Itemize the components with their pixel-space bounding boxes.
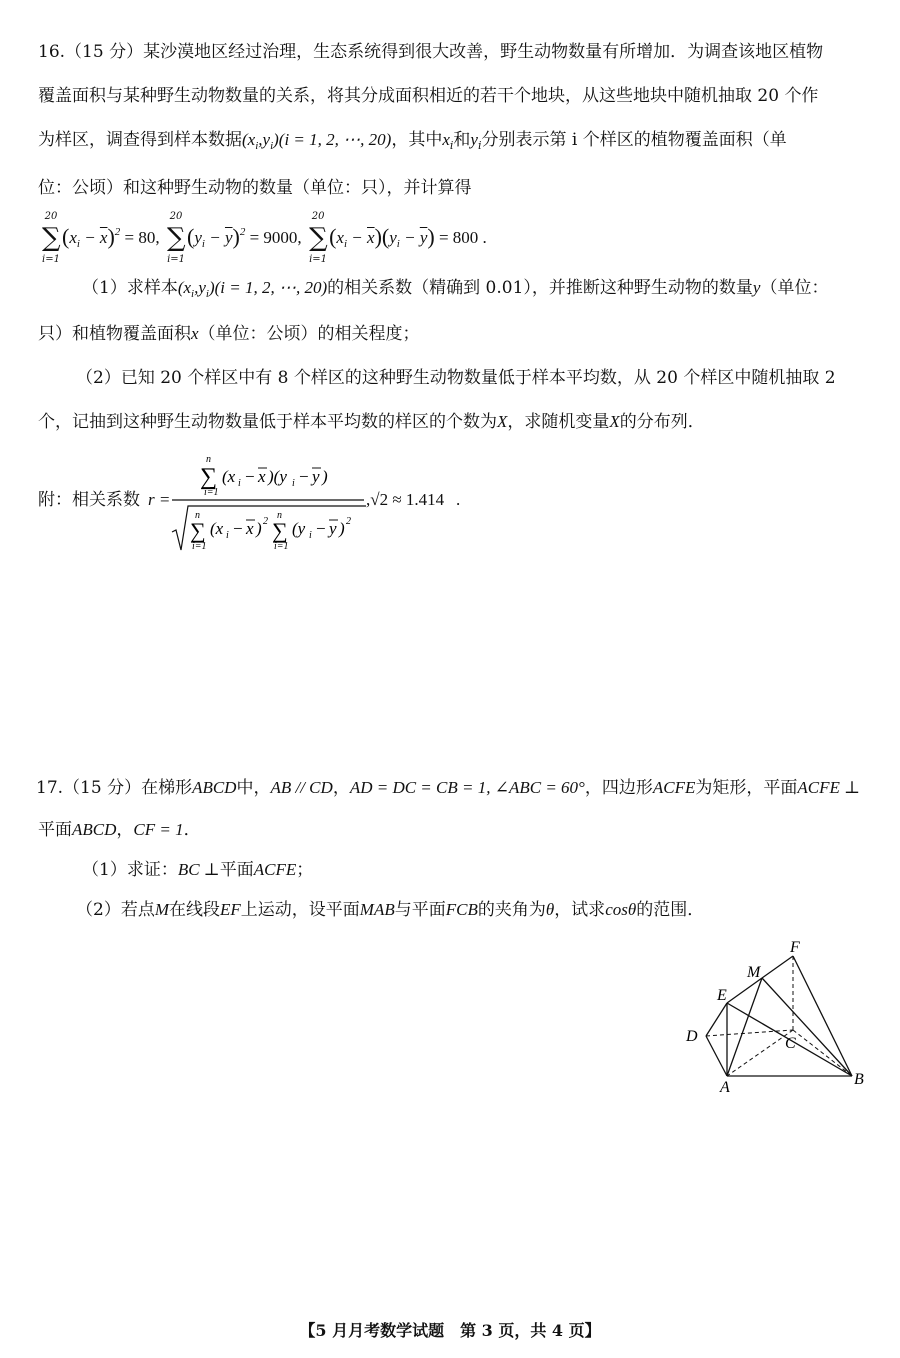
label-F: F: [790, 940, 800, 956]
q16-part2-line-1: （2）已知 20 个样区中有 8 个样区的这种野生动物数量低于样本平均数，从 20 个样区中随机抽取 2: [76, 368, 836, 388]
svg-text:i=1: i=1: [204, 487, 219, 498]
svg-text:): ): [256, 519, 262, 538]
svg-text:i: i: [238, 478, 241, 489]
page-footer: 【5 月月考数学试题 第 3 页，共 4 页】: [299, 1321, 601, 1340]
edge-MB: [762, 978, 852, 1076]
label-E: E: [717, 987, 727, 1004]
edge-DA: [706, 1036, 727, 1076]
edge-FB: [793, 956, 852, 1076]
svg-text:∑: ∑: [200, 464, 218, 490]
svg-text:i: i: [226, 530, 229, 541]
svg-text:(x: (x: [222, 467, 236, 486]
svg-text:i: i: [292, 478, 295, 489]
edge-MF: [762, 956, 793, 978]
label-C: C: [785, 1035, 796, 1052]
svg-text:−: −: [298, 467, 310, 486]
q16-line-3: 为样区，调查得到样本数据$(x_i,y_i)(i = 1$, 2, ⋯, 20)，其中$x_i$和$y_i$分别表示第 i 个样区的植物覆盖面积（单: [38, 130, 787, 152]
svg-text:(x: (x: [210, 519, 224, 538]
q16-part1-line-2: 只）和植物覆盖面积x（单位：公顷）的相关程度；: [38, 324, 420, 344]
label-A: A: [720, 1079, 730, 1096]
svg-text:i=1: i=1: [274, 541, 289, 552]
q16-line-2: 覆盖面积与某种野生动物数量的关系，将其分成面积相近的若干个地块，从这些地块中随机抽取 20 个作: [38, 86, 819, 106]
svg-text:2: 2: [346, 516, 351, 527]
sqrt2-approx: ,√2 ≈ 1.414: [366, 490, 445, 509]
svg-text:i: i: [309, 530, 312, 541]
svg-text:2: 2: [263, 516, 268, 527]
q17-line-1: 17.（15 分）在梯形ABCD中，AB // CD，AD = DC = CB = 1, ∠ABC = 60°，四边形ACFE为矩形，平面ACFE ⊥: [36, 778, 861, 798]
edge-EM: [727, 978, 762, 1003]
edge-DC: [706, 1030, 793, 1036]
svg-text:n: n: [195, 510, 200, 521]
svg-text:y: y: [329, 519, 337, 538]
svg-text:x: x: [246, 519, 254, 538]
svg-text:−: −: [315, 519, 327, 538]
geometry-figure: [680, 940, 870, 1100]
svg-text:x: x: [258, 467, 266, 486]
q16-sums-equation: 20 ∑ i=1 $(x_i - \overline{x})^2 = 80$, 20 ∑ i=1 $(y_i - \overline{y})^2 = 9000$, 20 ∑ i=1 $(x_i - \overline{x})(y_i - \overline{y}) = 800$ .: [42, 210, 487, 265]
svg-text:−: −: [232, 519, 244, 538]
q16-part1-line-1: （1）求样本$(x_i,y_i)(i = 1$, 2, ⋯, 20)的相关系数（精确到 0.01），并推断这种野生动物的数量y（单位：: [82, 278, 829, 300]
svg-text:n: n: [277, 510, 282, 521]
r-symbol: r =: [148, 490, 171, 509]
formula-period: .: [456, 490, 461, 509]
edge-DE: [706, 1003, 727, 1036]
svg-text:∑: ∑: [190, 518, 206, 543]
q16-attachment-label: 附：相关系数: [38, 490, 140, 510]
svg-text:): ): [339, 519, 345, 538]
q16-line-4: 位：公顷）和这种野生动物的数量（单位：只），并计算得: [38, 178, 472, 198]
edge-CB: [793, 1030, 852, 1076]
q17-line-2: 平面ABCD，CF = 1．: [38, 820, 201, 840]
q17-part2: （2）若点M在线段EF上运动，设平面MAB与平面FCB的夹角为θ，试求cosθ的范围．: [76, 900, 705, 920]
svg-text:): ): [322, 467, 328, 486]
svg-text:y: y: [312, 467, 320, 486]
sum-top-n: n: [206, 454, 211, 465]
edge-MA: [727, 978, 762, 1076]
label-B: B: [854, 1071, 864, 1088]
svg-text:(y: (y: [292, 519, 306, 538]
svg-text:−: −: [244, 467, 256, 486]
svg-text:∑: ∑: [272, 518, 288, 543]
q17-part1: （1）求证：BC ⊥平面ACFE；: [82, 860, 314, 880]
label-D: D: [686, 1028, 698, 1045]
svg-text:)(y: )(y: [268, 467, 287, 486]
svg-text:i=1: i=1: [192, 541, 207, 552]
q16-line-1: 16.（15 分）某沙漠地区经过治理，生态系统得到很大改善，野生动物数量有所增加．为调查该地区植物: [38, 42, 824, 62]
q16-part2-line-2: 个，记抽到这种野生动物数量低于样本平均数的样区的个数为X，求随机变量X的分布列．: [38, 412, 705, 432]
edge-CA: [727, 1030, 793, 1076]
label-M: M: [747, 964, 761, 981]
